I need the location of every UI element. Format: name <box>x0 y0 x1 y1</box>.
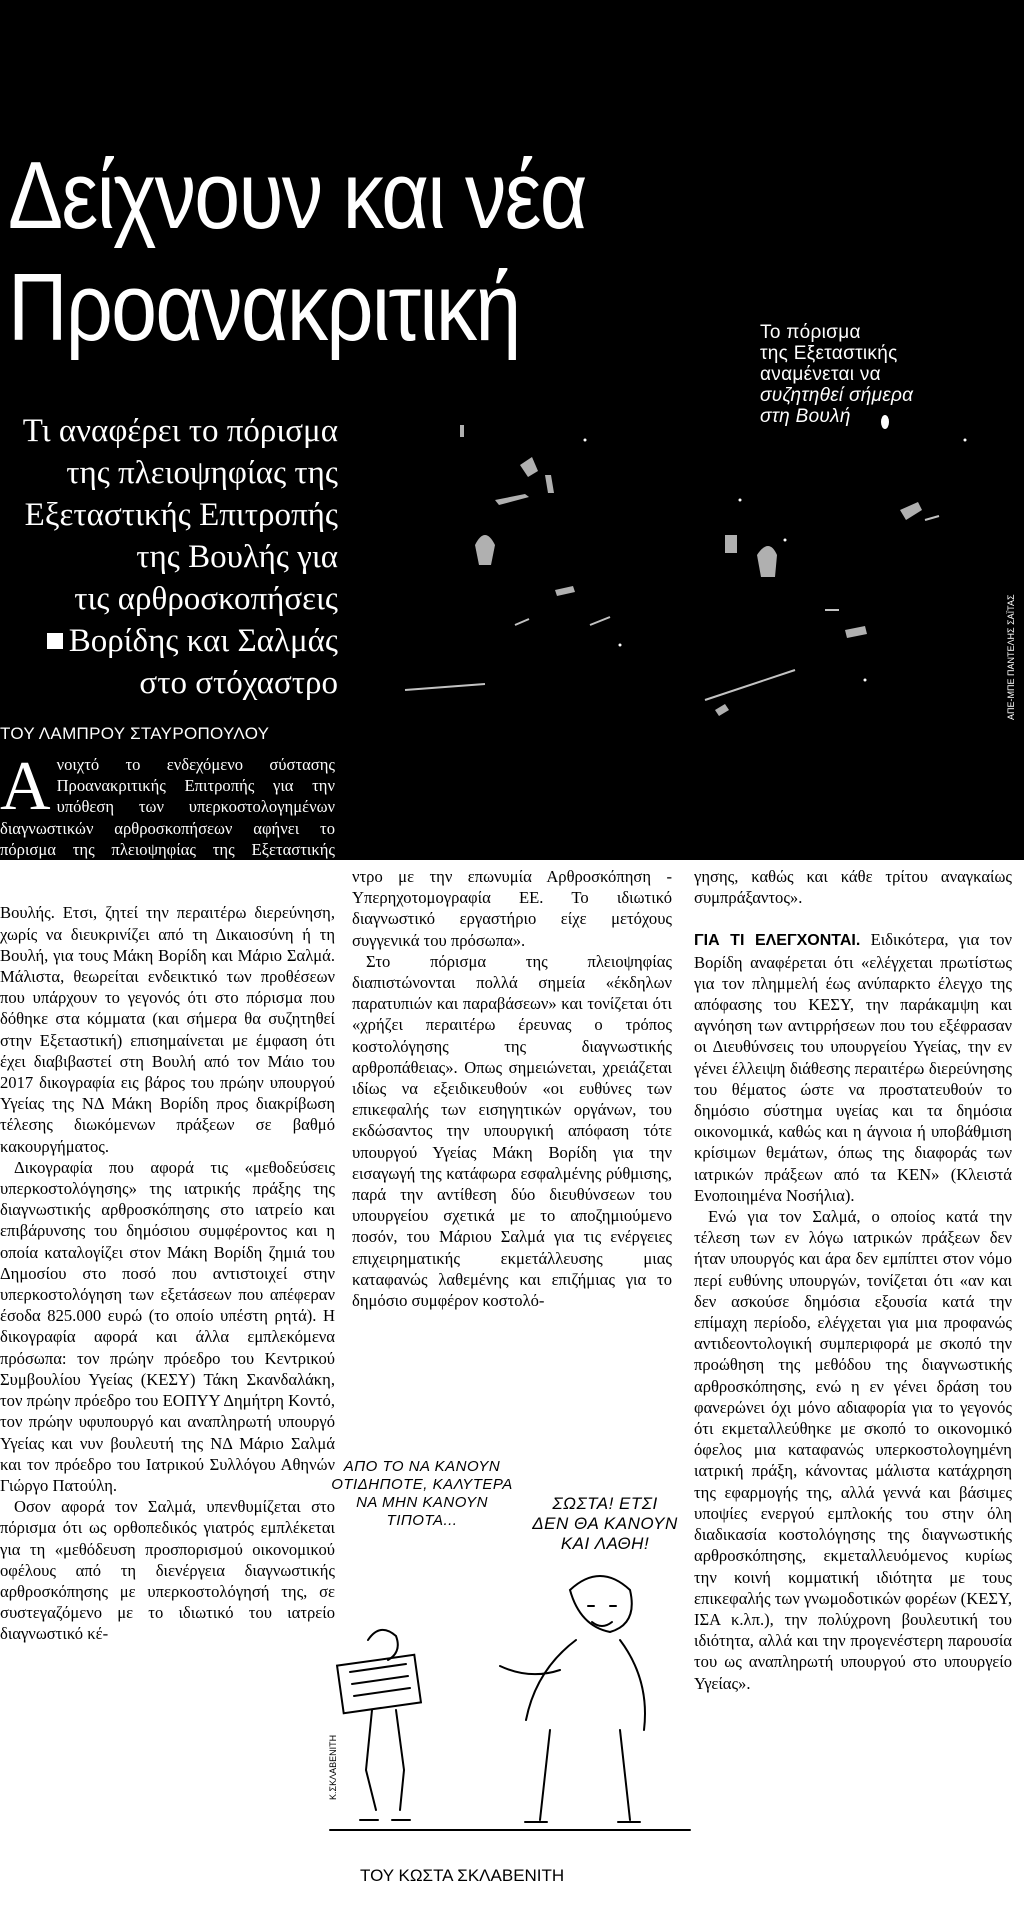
section-subtitle: ΓΙΑ ΤΙ ΕΛΕΓΧΟΝΤΑΙ. <box>694 932 861 950</box>
article-paragraph: ντρο με την επωνυμία Αρθροσκόπηση - Υπερηχοτομογραφία ΕΕ. Το ιδιωτικό διαγνωστικό εργαστήριο είχε μετόχους συγγενικά του πρόσωπα». <box>352 867 672 950</box>
article-paragraph: γησης, καθώς και κάθε τρίτου αναγκαίως συμπράξαντος». <box>694 867 1012 908</box>
subheadline: Τι αναφέρει το πόρισμα της πλειοψηφίας της Εξεταστικής Επιτροπής της Βουλής για τις αρθροσκοπήσεις Βορίδης και Σαλμάς στο στόχαστρο <box>22 413 338 701</box>
article-column-middle <box>352 866 672 1311</box>
headline <box>8 140 610 364</box>
bullet-square-icon <box>47 633 63 649</box>
article-paragraph: Οσον αφορά τον Σαλμά, υπενθυμίζεται στο πόρισμα ότι ως ορθοπεδικός γιατρός εμπλέκεται για τη «μεθόδευση προσπορισμού οικονομικού οφέλους από τη διενέργεια διαγνωστικής αρθροσκόπησης με υπερκοστολόγησή της, σε συστεγαζόμενο με το ιδιωτικό του ιατρείο διαγνωστικό κέ- <box>0 1497 335 1644</box>
headline-line-1: Δείχνουν και νέα <box>8 142 586 249</box>
photo-caption: Το πόρισμα της Εξεταστικής αναμένεται να συζητηθεί σήμερα στη Βουλή <box>760 322 914 427</box>
article-column-right <box>694 866 1012 1694</box>
article-column-left <box>0 748 335 1645</box>
speech-bubble-right: ΣΩΣΤΑ! ΕΤΣΙ ΔΕΝ ΘΑ ΚΑΝΟΥΝ ΚΑΙ ΛΑΘΗ! <box>532 1494 678 1553</box>
photo-credit: ΑΠΕ-ΜΠΕ ΠΑΝΤΕΛΗΣ ΣΑΪΤΑΣ <box>1006 594 1016 720</box>
parliament-photo <box>345 380 1007 860</box>
article-paragraph: Ενώ για τον Σαλμά, ο οποίος κατά την τέλεση των εν λόγω ιατρικών πράξεων δεν ήταν υπουργός και άρα δεν εμπίπτει στον νόμο περί ευθύνης υπουργών, τονίζεται ότι «αν και δεν ασκούσε δημόσια εξουσία κατά την επίμαχη περίοδο, ελέγχεται για μια προφανώς αντιδεοντολογική συμπεριφορά με σκοπό την προώθηση της μεθόδου της διαγνωστικής αρθροσκόπησης, ενώ η εν γένει δράση του φανερώνει όχι μόνο αδιαφορία για το γεγονός ότι εκμεταλλεύθηκε με σκοπό το οικονομικό όφελος μια καταφανώς υπερκοστολογημένη ιατρική πράξη, κάνοντας μάλιστα κατάχρηση της εφαρμογής της, αλλά γεννά και βάσιμες υποψίες ενεργού εμπλοκής του στην όλη διαδικασία κοστολόγησης της διαγνωστικής αρθροσκόπησης, εκμεταλλευόμενος κυρίως την κοινή κομματική ιδιότητα με τους επικεφαλής των γνωμοδοτικών φορέων (ΚΕΣΥ, ΙΣΑ κ.λπ.), την πολύχρονη βουλευτική του ιδιότητα, αλλά και την προγενέστερη παρουσία του ως αναπληρωτή υπουργού στο υπουργείο Υγείας». <box>694 1207 1012 1693</box>
article-paragraph: ΓΙΑ ΤΙ ΕΛΕΓΧΟΝΤΑΙ. Ειδικότερα, για τον Βορίδη αναφέρεται ότι «ελέγχεται πρωτίστως για τον πλημμελή έως ανύπαρκτο έλεγχο της απόφασης του ΚΕΣΥ, την παράκαμψη και αγνόηση των αντιρρήσεων που του εξέφρασαν οι Διευθύνσεις του υπουργείου Υγείας, την εν γένει έλλειψη διάθεσης περαιτέρω διερεύνησης του θέματος ώστε να προστατευθούν το δημόσιο σύστημα υγείας και τα δημόσια οικονομικά, καθώς και η άγνοια ή υποβάθμιση κρίσιμων θεμάτων, όπως της διαφοράς των ιατρικών πράξεων από τα ΚΕΝ» (Κλειστά Ενοποιημένα Νοσήλια). <box>694 930 1013 1205</box>
article-lead: Ανοιχτό το ενδεχόμενο σύστασης Προανακριτικής Επιτροπής για την υπόθεση των υπερκοστολογημένων διαγνωστικών αρθροσκοπήσεων αφήνει το πόρισμα της πλειοψηφίας της Εξεταστικής Επιτροπής της Βουλής, παραπέμποντας ουσιαστικά το θέμα στην Ολομέλεια της <box>0 748 335 902</box>
article-paragraph: Στο πόρισμα της πλειοψηφίας διαπιστώνονται πολλά σημεία «έκδηλων παρατυπιών και παραβάσεων» και τονίζεται ότι «χρήζει περαιτέρω έρευνας ο τρόπος κοστολόγησης της διαγνωστικής αρθροπάθειας». Οπως σημειώνεται, χρειάζεται ιδίως να εξειδικευθούν «οι ευθύνες των επικεφαλής των εισηγητικών οργάνων, του εκδώσαντος την υπουργική απόφαση τότε υπουργού Υγείας Μάκη Βορίδη για την εισαγωγή της κατάφωρα εσφαλμένης ρύθμισης, παρά την αντίθεση δύο διευθύνσεων του υπουργείου σχετικά με το αποζημιούμενο ποσόν, του Μάριου Σαλμά για τις ενέργειες επιχειρηματικής εκμετάλλευσης μιας καταφανώς λαθεμένης και επιζήμιας για το δημόσιο συμφέρον κοστολό- <box>352 951 672 1311</box>
cartoon-credit: ΤΟΥ ΚΩΣΤΑ ΣΚΛΑΒΕΝΙΤΗ <box>360 1866 565 1885</box>
cartoon-signature: Κ.ΣΚΛΑΒΕΝΙΤΗ <box>328 1734 338 1800</box>
headline-line-2: Προανακριτική <box>8 254 520 361</box>
drop-cap: Α <box>0 748 51 825</box>
author-byline: ΤΟΥ ΛΑΜΠΡΟΥ ΣΤΑΥΡΟΠΟΥΛΟΥ <box>0 724 270 743</box>
article-paragraph: Δικογραφία που αφορά τις «μεθοδεύσεις υπερκοστολόγησης» της ιατρικής πράξης της διαγνωστικής αρθροσκόπησης στο ιατρείο και επιβάρυνσης του δημόσιου συμφέροντος και η οποία καταλογίζει στον Μάκη Βορίδη ζημιά του Δημοσίου στο ποσό που αντιστοιχεί στην υπερκοστολόγηση των εξετάσεων που απέφεραν έσοδα 825.000 ευρώ (το οποίο υπέστη ρητά). Η δικογραφία αφορά και άλλα εμπλεκόμενα πρόσωπα: τον πρώην πρόεδρο του Κεντρικού Συμβουλίου Υγείας (ΚΕΣΥ) Τάκη Σκανδαλάκη, τον πρώην πρόεδρο του ΕΟΠΥΥ Δημήτρη Κοντό, τον πρώην υφυπουργό και αναπληρωτή υπουργό Υγείας και νυν βουλευτή της ΝΔ Μάριο Σαλμά και τον πρόεδρο του Ιατρικού Συλλόγου Αθηνών Γιώργο Πατούλη. <box>0 1157 335 1495</box>
article-paragraph: Βουλής. Ετσι, ζητεί την περαιτέρω διερεύνηση, χωρίς να διευκρινίζει από τη Δικαιοσύνη ή τη Βουλή, για τους Μάκη Βορίδη και Μάριο Σαλμά. Μάλιστα, θεωρείται ενδεικτικό των προθέσεων που υπάρχουν το γεγονός ότι στο πόρισμα που δόθηκε στα κόμματα (και σήμερα θα συζητηθεί στην Εξεταστική) επισημαίνεται με έμφαση ότι έχει διαβιβαστεί στη Βουλή από τον Μάιο του 2017 δικογραφία εις βάρος του πρώην υπουργού Υγείας της ΝΔ Μάκη Βορίδη προς διακρίβωση τέλεσης διωκόμενων πράξεων σε βαθμό κακουργήματος. <box>0 903 335 1156</box>
speech-bubble-left: ΑΠΟ ΤΟ ΝΑ ΚΑΝΟΥΝ ΟΤΙΔΗΠΟΤΕ, ΚΑΛΥΤΕΡΑ ΝΑ ΜΗΝ ΚΑΝΟΥΝ ΤΙΠΟΤΑ... <box>331 1458 513 1529</box>
